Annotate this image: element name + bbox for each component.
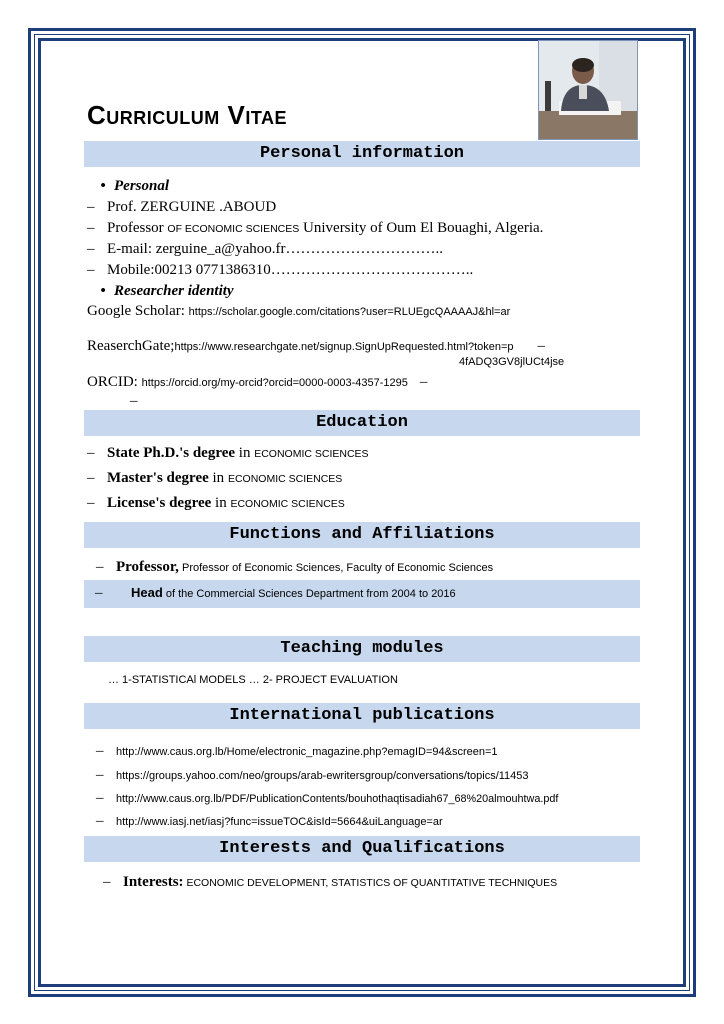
publication-link[interactable]: http://www.caus.org.lb/Home/electronic_magazine.php?emagID=94&screen=1 (116, 746, 498, 758)
degree-field: ECONOMIC SCIENCES (227, 473, 343, 485)
orcid-label: ORCID: (87, 374, 142, 390)
education-item (87, 470, 342, 487)
education-item (87, 495, 345, 512)
section-education: Education (84, 410, 640, 436)
degree-field: ECONOMIC SCIENCES (230, 498, 345, 510)
dash-icon: – (96, 813, 104, 829)
publication-link[interactable]: http://www.caus.org.lb/PDF/PublicationContents/bouhothaqtisadiah67_68%20almouhtwa.pdf (116, 793, 559, 805)
dash-icon: – (87, 241, 95, 257)
publication-item (96, 812, 443, 830)
portrait-image (539, 41, 637, 139)
email-address[interactable]: E-mail: zerguine_a@yahoo.fr (107, 241, 286, 257)
function-description: of the Commercial Sciences Department from 2004 to 2016 (162, 588, 456, 600)
email-dots: ………………………….. (285, 241, 443, 257)
function-title: Head (131, 585, 163, 600)
degree-in: in (211, 495, 231, 511)
education-item (87, 445, 369, 462)
degree-in: in (208, 470, 228, 486)
email-line (87, 241, 443, 258)
dash-icon: – (96, 767, 104, 783)
dash-icon: – (87, 495, 95, 511)
mobile-dots: ………………………………….. (270, 262, 474, 278)
profession-field: OF ECONOMIC SCIENCES (167, 223, 300, 235)
publication-link[interactable]: http://www.iasj.net/iasj?func=issueTOC&isId=5664&uiLanguage=ar (116, 816, 443, 828)
bullet-researcher-label: Researcher identity (114, 283, 234, 299)
bullet-icon: • (100, 178, 106, 194)
bullet-researcher-identity (92, 283, 234, 300)
publication-item (96, 766, 529, 784)
section-international-publications: International publications (84, 703, 640, 729)
dash-icon: – (87, 262, 95, 278)
interests-value: ECONOMIC DEVELOPMENT, STATISTICS OF QUANTITATIVE TECHNIQUES (183, 877, 558, 889)
portrait-photo (538, 40, 638, 140)
degree-name: License's degree (107, 495, 212, 511)
bullet-personal-label: Personal (114, 178, 170, 194)
mobile-number: Mobile:00213 0771386310 (107, 262, 271, 278)
scholar-label: Google Scholar: (87, 303, 189, 319)
university-name: University of Oum El Bouaghi, Algeria. (299, 220, 544, 236)
researchgate-link[interactable]: https://www.researchgate.net/signup.SignUpRequested.html?token=p (174, 341, 514, 353)
researchgate-link-continued[interactable]: 4fADQ3GV8jlUCt4jse (459, 356, 565, 368)
bullet-icon: • (100, 283, 106, 299)
section-functions-affiliations: Functions and Affiliations (84, 522, 640, 548)
dash-icon: – (103, 874, 111, 890)
researchgate-line (87, 337, 545, 355)
name-line (87, 199, 276, 216)
function-item (96, 559, 493, 576)
profession-line (87, 220, 543, 237)
section-teaching-modules: Teaching modules (84, 636, 640, 662)
orcid-line (87, 373, 427, 391)
dash-icon: – (96, 559, 104, 575)
profession-title: Professor (107, 220, 168, 236)
dash-icon: – (96, 743, 104, 759)
section-personal-information: Personal information (84, 141, 640, 167)
teaching-modules-text: … 1-STATISTICAl MODELS … 2- PROJECT EVALUATION (108, 674, 398, 686)
dash-icon: – (130, 393, 138, 409)
degree-field: ECONOMIC SCIENCES (254, 448, 369, 460)
dash-icon: – (96, 790, 104, 806)
bullet-personal (92, 178, 169, 195)
function-description: Professor of Economic Sciences, Faculty of Economic Sciences (178, 562, 494, 574)
section-interests-qualifications: Interests and Qualifications (84, 836, 640, 862)
publication-item (96, 789, 558, 807)
publication-link[interactable]: https://groups.yahoo.com/neo/groups/arab-ewritersgroup/conversations/topics/11453 (116, 770, 529, 782)
dash-icon: – (87, 199, 95, 215)
degree-name: Master's degree (107, 470, 209, 486)
researchgate-label: ReaserchGate; (87, 338, 175, 354)
orcid-link[interactable]: https://orcid.org/my-orcid?orcid=0000-0003-4357-1295 (141, 377, 408, 389)
dash-icon: – (87, 445, 95, 461)
dash-icon: – (95, 585, 103, 601)
dash-icon: – (537, 338, 546, 354)
degree-name: State Ph.D.'s degree (107, 445, 236, 461)
page-title: Curriculum Vitae (87, 100, 287, 130)
person-name: Prof. ZERGUINE .ABOUD (107, 199, 277, 215)
degree-in: in (235, 445, 255, 461)
publication-item (96, 742, 498, 760)
dash-icon: – (419, 374, 428, 390)
google-scholar-line (87, 302, 510, 320)
function-item (95, 585, 456, 602)
dash-icon: – (87, 220, 95, 236)
mobile-line (87, 262, 473, 279)
interests-label: Interests: (123, 874, 184, 890)
scholar-link[interactable]: https://scholar.google.com/citations?user=RLUEgcQAAAAJ&hl=ar (188, 306, 511, 318)
function-title: Professor, (116, 559, 179, 575)
interests-line (103, 874, 557, 891)
dash-icon: – (87, 470, 95, 486)
